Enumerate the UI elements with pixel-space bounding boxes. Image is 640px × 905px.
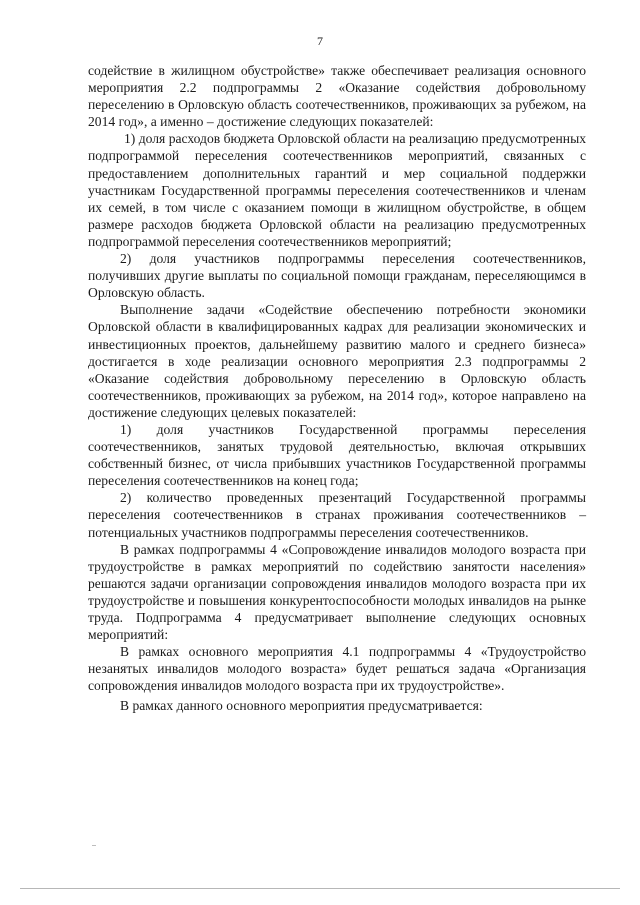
indicator-item-2: 2) доля участников подпрограммы переселения соотечественников, получивших другие выплаты по социальной помощи гражданам, переселяющимся в Орловскую область.	[88, 251, 586, 301]
paragraph-intro: содействие в жилищном обустройстве» также обеспечивает реализация основного мероприятия 2.2 подпрограммы 2 «Оказание содействия добровольному переселению в Орловскую область соотечественников, проживающих за рубежом, на 2014 год», а именно – достижение следующих показателей:	[88, 63, 586, 130]
paragraph-task: Выполнение задачи «Содействие обеспечению потребности экономики Орловской области в квалифицированных кадрах для реализации экономических и инвестиционных проектов, дальнейшему развитию малого и среднего бизнеса» достигается в ходе реализации основного мероприятия 2.3 подпрограммы 2 «Оказание содействия добровольному переселению в Орловскую область соотечественников, проживающих за рубежом, на 2014 год», которое направлено на достижение следующих целевых показателей:	[88, 302, 586, 420]
footer-divider	[20, 888, 620, 889]
document-body	[88, 62, 586, 715]
target-item-1: 1) доля участников Государственной программы переселения соотечественников, занятых трудовой деятельностью, включая открывших собственный бизнес, от числа прибывших участников Государственной программы переселения соотечественников на конец года;	[88, 421, 586, 489]
paragraph-subprogram-4: В рамках подпрограммы 4 «Сопровождение инвалидов молодого возраста при трудоустройстве в рамках мероприятий по содействию занятости населения» решаются задачи организации сопровождения инвалидов молодого возраста при их трудоустройстве и повышения конкурентоспособности молодых инвалидов на рынке труда. Подпрограмма 4 предусматривает выполнение следующих основных мероприятий:	[88, 541, 586, 643]
scan-mark	[92, 845, 96, 846]
page-number: 7	[317, 34, 323, 48]
indicator-item-1: 1) доля расходов бюджета Орловской области на реализацию предусмотренных подпрограммой переселения соотечественников мероприятий, связанных с предоставлением дополнительных гарантий и мер социальной поддержки участникам Государственной программы переселения соотечественников и членам их семей, в том числе с оказанием помощи в жилищном обустройстве, в общем размере расходов бюджета Орловской области на реализацию предусмотренных подпрограммой переселения соотечественников мероприятий;	[88, 131, 587, 249]
paragraph-closing: В рамках данного основного мероприятия предусматривается:	[120, 698, 483, 714]
paragraph-measure-4-1: В рамках основного мероприятия 4.1 подпрограммы 4 «Трудоустройство незанятых инвалидов молодого возраста» будет решаться задача «Организация сопровождения инвалидов молодого возраста при их трудоустройстве».	[88, 644, 586, 694]
target-item-2: 2) количество проведенных презентаций Государственной программы переселения соотечественников в странах проживания соотечественников – потенциальных участников подпрограммы переселения соотечественников.	[88, 490, 586, 540]
